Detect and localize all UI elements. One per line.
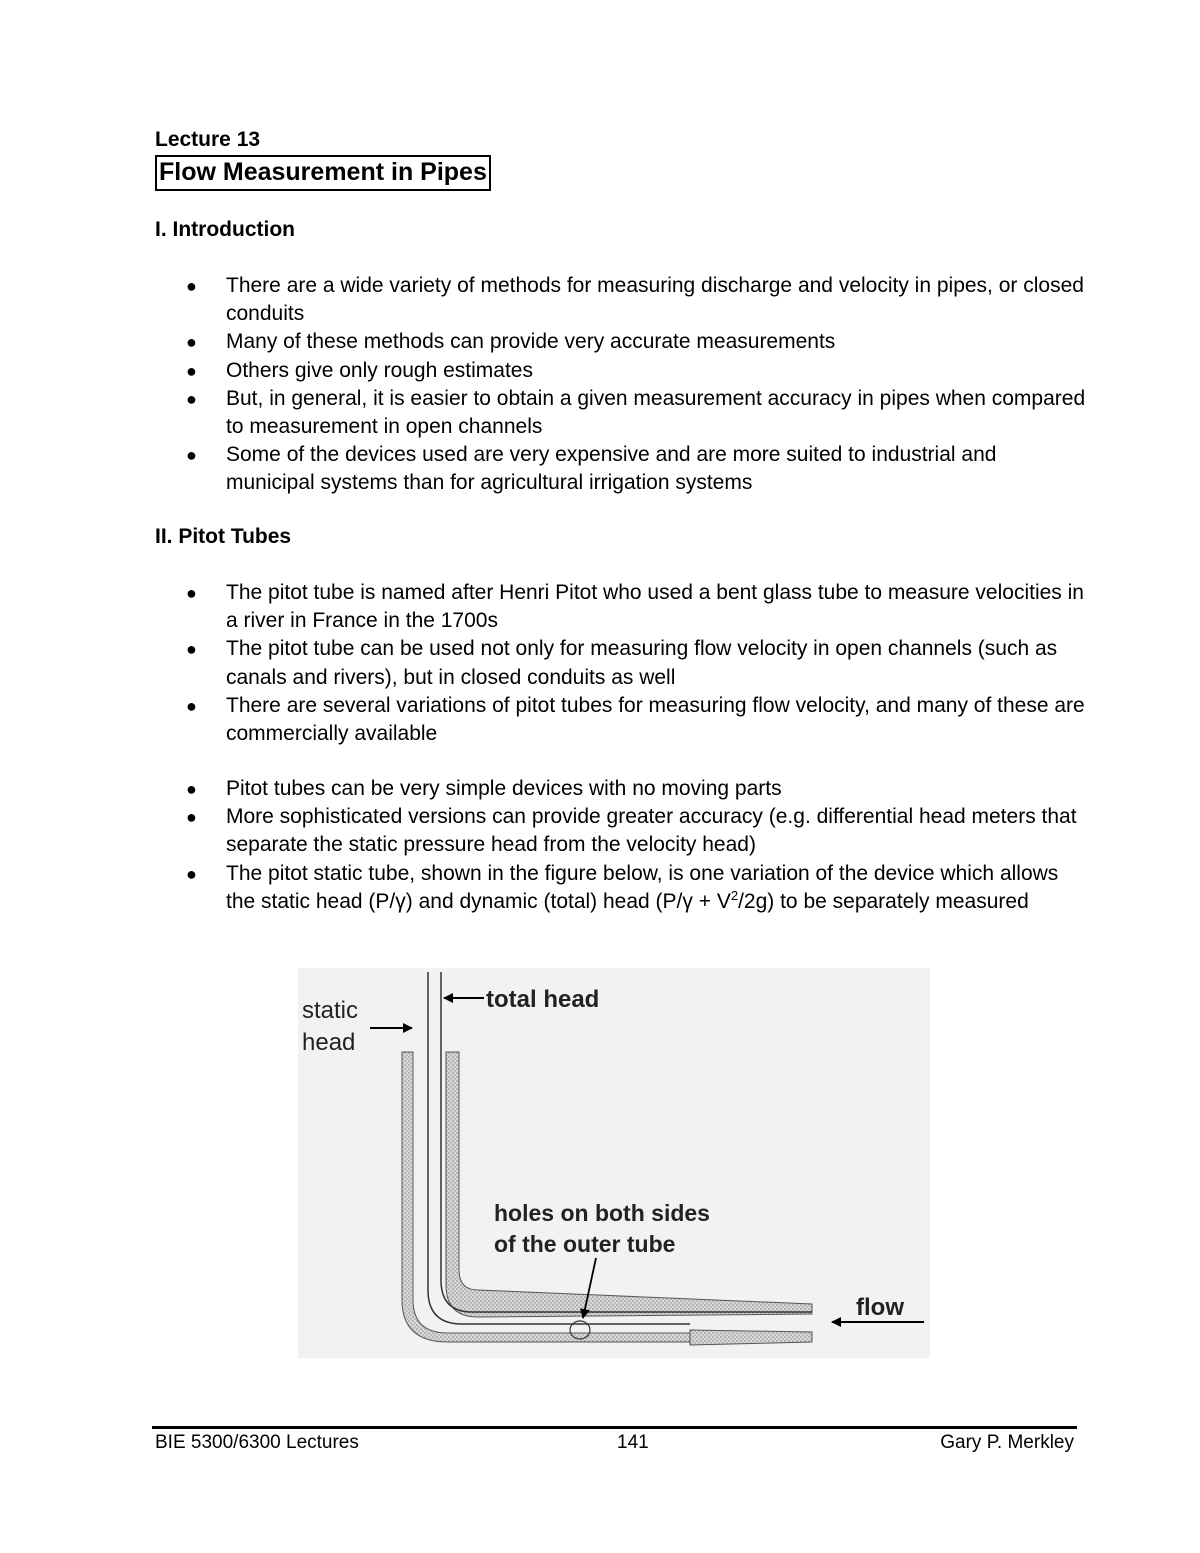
label-holes: holes on both sides [494, 1200, 710, 1226]
list-item: ● The pitot tube can be used not only for measuring flow velocity in open channels (such as canals and rivers), but in closed conduits as well [186, 637, 1058, 689]
footer-page-number: 141 [617, 1432, 649, 1453]
bullet-icon: ● [186, 583, 197, 603]
pitot-static-tube-figure [296, 965, 936, 1361]
footer-divider [152, 1426, 1077, 1429]
list-item: ● There are several variations of pitot tubes for measuring flow velocity, and many of these are commercially available [186, 693, 1085, 746]
label-static: static [302, 997, 359, 1024]
bullet-icon: ● [186, 639, 197, 660]
bullet-icon: ● [186, 695, 197, 716]
label-static-head: head [302, 1029, 356, 1056]
list-item: ● The pitot static tube, shown in the figure below, is one variation of the device which allows the static head (P/γ) and dynamic (total) head $(P/\gamma + V^2/2g)$ to be separately measured [186, 861, 1059, 913]
outer-tube-lower-band [690, 1330, 812, 1345]
pitot-bullet-list-b [186, 775, 1086, 916]
list-item: ● But, in general, it is easier to obtain a given measurement accuracy in pipes when compared to measurement in open channels [186, 386, 1086, 439]
bullet-icon: ● [186, 276, 197, 296]
list-item: ● Many of these methods can provide very accurate measurements [186, 328, 1086, 356]
page-title: Flow Measurement in Pipes [155, 155, 491, 191]
list-item: ● Others give only rough estimates [186, 357, 1086, 385]
pitot-bullet-list-a [186, 579, 1086, 748]
footer-course: BIE 5300/6300 Lectures [155, 1432, 359, 1453]
bullet-icon: ● [186, 388, 197, 409]
bullet-icon: ● [186, 332, 197, 353]
bullet-icon: ● [186, 863, 197, 884]
label-holes-2: of the outer tube [494, 1231, 676, 1257]
footer-author: Gary P. Merkley [940, 1432, 1074, 1453]
list-item: ● The pitot tube is named after Henri Pitot who used a bent glass tube to measure velocities in a river in France in the 1700s [186, 581, 1084, 633]
list-item: ● Some of the devices used are very expensive and are more suited to industrial and municipal systems than for agricultural irrigation systems [186, 443, 997, 495]
list-item: ● Pitot tubes can be very simple devices with no moving parts [186, 775, 1086, 803]
bullet-icon: ● [186, 779, 197, 799]
bullet-icon: ● [186, 807, 197, 828]
label-flow: flow [856, 1294, 904, 1321]
list-item: ● More sophisticated versions can provide greater accuracy (e.g. differential head meters that separate the static pressure head from the velocity head) [186, 805, 1077, 857]
section-heading-pitot-tubes: II. Pitot Tubes [155, 525, 292, 548]
section-heading-introduction: I. Introduction [155, 218, 295, 241]
list-item: ● There are a wide variety of methods for measuring discharge and velocity in pipes, or closed conduits [186, 274, 1084, 326]
bullet-icon: ● [186, 445, 197, 466]
lecture-number: Lecture 13 [155, 128, 261, 151]
introduction-bullet-list [186, 272, 1086, 498]
bullet-icon: ● [186, 360, 197, 381]
label-total-head: total head [486, 986, 600, 1013]
